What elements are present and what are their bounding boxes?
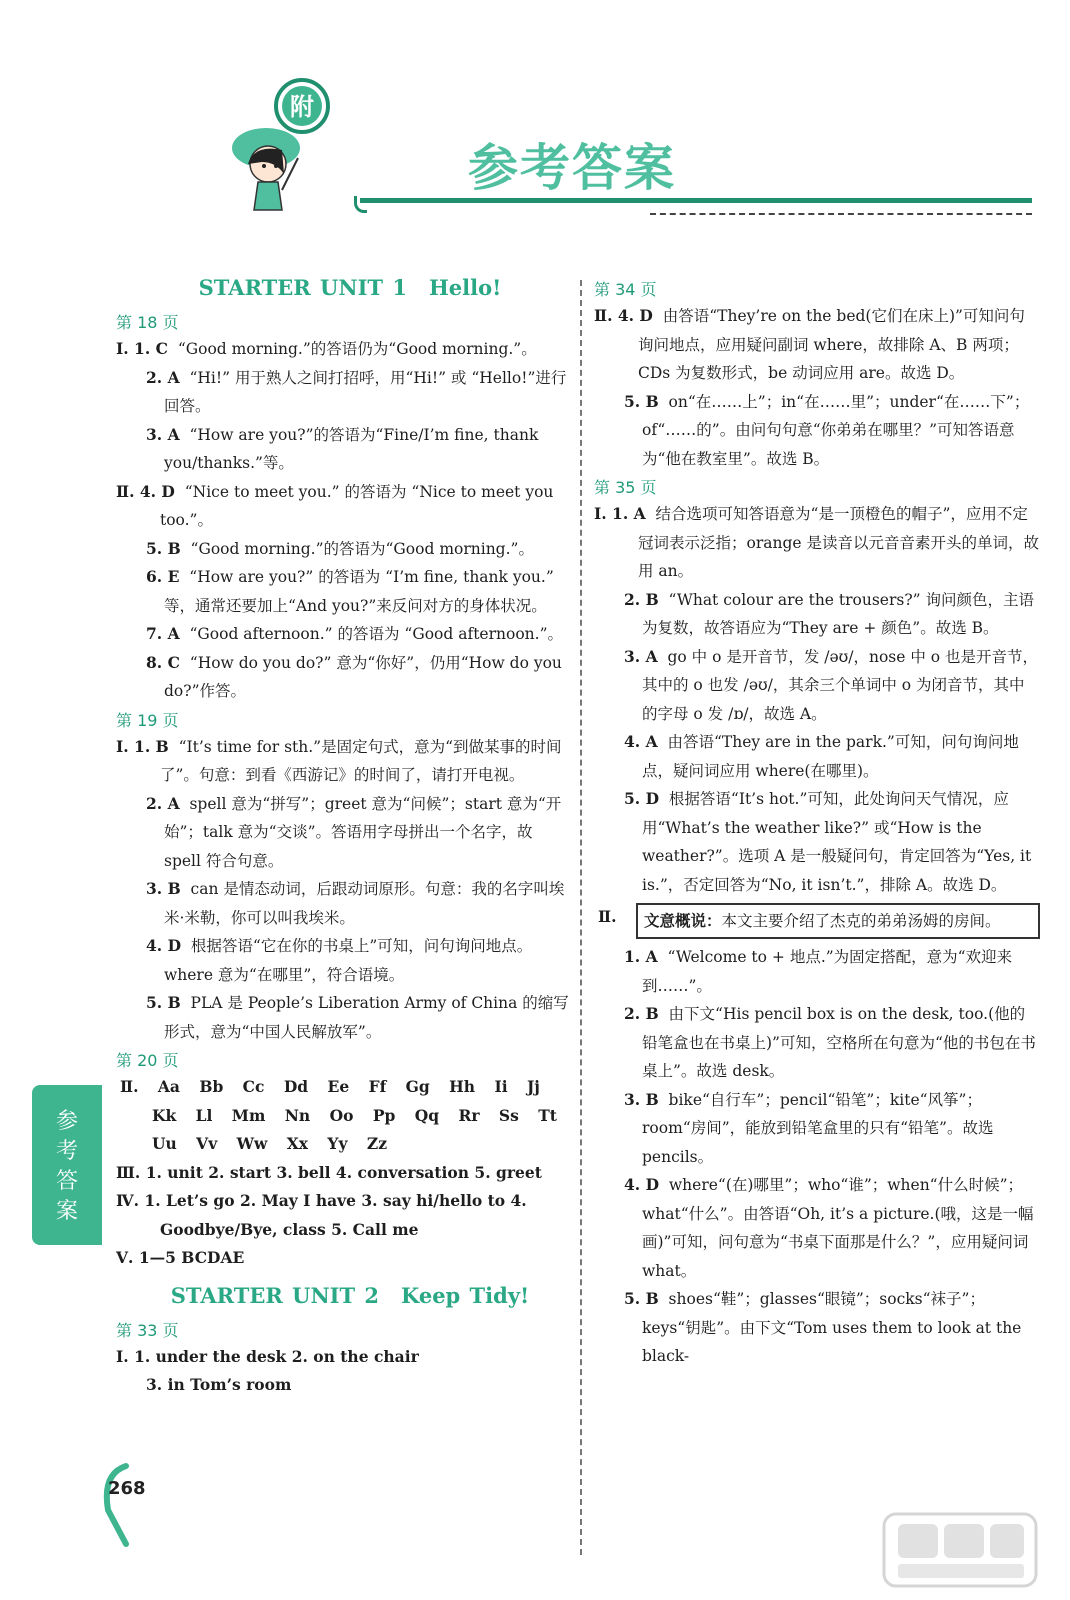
answer-text: spell 意为“拼写”；greet 意为“问候”；start 意为“开始”；talk 意为“交谈”。答语用字母拼出一个名字，故 spell 符合句意。 bbox=[164, 794, 562, 870]
answer-text: 结合选项可知答语意为“是一顶橙色的帽子”，应用不定冠词表示泛指；orange 是读音以元音音素开头的单词，故用 an。 bbox=[638, 505, 1039, 580]
answer-text: 根据答语“It’s hot.”可知，此处询问天气情况，应用“What’s the weather like?” 或“How is the weather?”。选项 A 是一般疑问句，肯定回答为“Yes, it is.”，否定回答为“No, it isn’t.”，排除 A。故选 D。 bbox=[642, 790, 1032, 894]
answer-text: on“在……上”；in“在……里”；under“在……下”；of“……的”。由问句句意“你弟弟在哪里？”可知答语意为“他在教室里”。故选 B。 bbox=[642, 392, 1030, 468]
answer-label: 3. B bbox=[624, 1089, 659, 1109]
answer-text: “Good morning.”的答语仍为“Good morning.”。 bbox=[177, 340, 537, 358]
page-heading: 第 33 页 bbox=[116, 1320, 179, 1340]
answer-label: 4. D bbox=[146, 936, 182, 955]
answer-label: Ⅱ. 4. D bbox=[116, 481, 175, 501]
answer-item bbox=[590, 1285, 1040, 1371]
answer-text: “It’s time for sth.”是固定句式，意为“到做某事的时间了”。句意：到看《西游记》的时间了，请打开电视。 bbox=[160, 737, 562, 784]
answer-text: 3. in Tom’s room bbox=[146, 1375, 292, 1394]
answer-item bbox=[112, 335, 572, 364]
answer-item bbox=[112, 875, 572, 932]
page-heading: 第 34 页 bbox=[594, 280, 657, 299]
answer-item bbox=[112, 1159, 572, 1188]
page-title: 参考答案 bbox=[468, 139, 676, 197]
answer-text: can 是情态动词，后跟动词原形。句意：我的名字叫埃米·米勒，你可以叫我埃米。 bbox=[164, 880, 565, 927]
page-number: 268 bbox=[108, 1478, 146, 1499]
answer-label: 3. B bbox=[146, 879, 181, 898]
answer-item bbox=[112, 790, 572, 876]
answer-label: Ⅰ. 1. B bbox=[116, 736, 169, 756]
answer-text: “What colour are the trousers?” 询问颜色，主语为复数，故答语应为“They are + 颜色”。故选 B。 bbox=[642, 590, 1035, 637]
answer-text: 1. Let’s go 2. May I have 3. say hi/hello to 4. Goodbye/Bye, class 5. Call me bbox=[144, 1191, 527, 1239]
answer-text: 1—5 BCDAE bbox=[138, 1248, 245, 1267]
unit-1-name: STARTER UNIT 1 bbox=[198, 275, 407, 300]
side-tab bbox=[32, 1085, 102, 1245]
answer-text: 由下文“His pencil box is on the desk, too.(他的铅笔盒也在书桌上)”可知，空格所在句意为“他的书包在书桌上”。故选 desk。 bbox=[642, 1005, 1036, 1080]
mascot-girl-icon bbox=[218, 78, 358, 218]
answer-item bbox=[112, 620, 572, 649]
answer-label: 5. B bbox=[624, 391, 659, 411]
summary-text: 本文主要介绍了杰克的弟弟汤姆的房间。 bbox=[721, 912, 1001, 930]
answer-label: Ⅴ. bbox=[116, 1248, 134, 1267]
answer-item bbox=[590, 388, 1040, 474]
answer-label: 2. B bbox=[624, 589, 659, 609]
answer-item bbox=[112, 1371, 572, 1400]
page-heading: 第 19 页 bbox=[116, 710, 179, 730]
answer-label: Ⅲ. bbox=[116, 1162, 141, 1182]
answer-label: 1. A bbox=[624, 947, 658, 966]
answer-text: “Welcome to + 地点.”为固定搭配，意为“欢迎来到……”。 bbox=[642, 948, 1013, 995]
answer-label: 2. A bbox=[146, 367, 180, 387]
page-header bbox=[0, 0, 1070, 250]
answer-text: where“(在)哪里”；who“谁”；when“什么时候”；what“什么”。由答语“Oh, it’s a picture.(哦，这是一幅画)”可知，问句意为“书桌下面那是什么？”，应用疑问词 what。 bbox=[642, 1176, 1034, 1280]
answer-item bbox=[590, 302, 1040, 388]
title-rule bbox=[360, 198, 1032, 203]
answer-item bbox=[112, 364, 572, 421]
answer-text: bike“自行车”；pencil“铅笔”；kite“风筝”；room“房间”，能放到铅笔盒里的只有“铅笔”。故选 pencils。 bbox=[642, 1090, 994, 1166]
answer-label: 2. B bbox=[624, 1004, 659, 1023]
answer-item bbox=[112, 563, 572, 620]
unit-1-title bbox=[112, 275, 572, 300]
answer-label: 4. D bbox=[624, 1175, 660, 1194]
answer-label: 5. B bbox=[624, 1289, 659, 1308]
answer-item bbox=[112, 1244, 572, 1273]
summary-keyword: 文意概说： bbox=[644, 912, 722, 930]
answer-item bbox=[112, 1187, 572, 1244]
answer-text: “Nice to meet you.” 的答语为 “Nice to meet you too.”。 bbox=[160, 482, 554, 529]
answer-item bbox=[590, 1000, 1040, 1086]
answer-item bbox=[590, 643, 1040, 729]
answer-label: Ⅰ. 1. C bbox=[116, 339, 168, 358]
answer-label: 3. A bbox=[146, 424, 180, 444]
answer-item bbox=[112, 1073, 572, 1159]
answer-item bbox=[590, 1171, 1040, 1285]
right-column bbox=[590, 275, 1040, 1371]
answer-item bbox=[112, 1343, 572, 1372]
answer-item bbox=[590, 785, 1040, 899]
answer-label: Ⅰ. 1. A bbox=[594, 504, 646, 523]
answer-text: 由答语“They are in the park.”可知，问句询问地点，疑问词应用 where(在哪里)。 bbox=[642, 733, 1019, 780]
answer-text: “Hi!” 用于熟人之间打招呼，用“Hi!” 或 “Hello!”进行回答。 bbox=[164, 368, 567, 415]
answer-label: 7. A bbox=[146, 624, 180, 643]
page-heading: 第 35 页 bbox=[594, 478, 657, 497]
answer-text: PLA 是 People’s Liberation Army of China 的缩写形式，意为“中国人民解放军”。 bbox=[164, 994, 569, 1041]
summary-box bbox=[636, 903, 1040, 939]
answer-text: 1. under the desk 2. on the chair bbox=[134, 1346, 419, 1366]
unit-1-subtitle: Hello! bbox=[428, 275, 502, 300]
answer-text: 根据答语“它在你的书桌上”可知，问句询问地点。where 意为“在哪里”，符合语境。 bbox=[164, 937, 533, 984]
answer-label: 8. C bbox=[146, 652, 180, 672]
answer-label: Ⅱ. 4. D bbox=[594, 306, 653, 325]
answer-label: 3. A bbox=[624, 646, 658, 666]
answer-item bbox=[112, 649, 572, 706]
answer-text: “How are you?” 的答语为 “I’m fine, thank you.” 等，通常还要加上“And you?”来反问对方的身体状况。 bbox=[164, 568, 554, 615]
side-tab-label: 参考答案 bbox=[55, 1109, 78, 1224]
answer-item bbox=[590, 728, 1040, 785]
unit-2-title bbox=[112, 1283, 572, 1308]
answer-text: “Good morning.”的答语为“Good morning.”。 bbox=[190, 539, 534, 558]
watermark-logo-icon bbox=[880, 1510, 1040, 1590]
summary-label: Ⅱ. bbox=[598, 907, 617, 926]
answer-item bbox=[112, 535, 572, 564]
answer-label: 6. E bbox=[146, 567, 180, 586]
title-dashed-rule bbox=[650, 213, 1032, 215]
answer-item bbox=[590, 586, 1040, 643]
answer-label: 2. A bbox=[146, 793, 180, 813]
page-heading: 第 20 页 bbox=[116, 1051, 179, 1070]
answer-label: 4. A bbox=[624, 732, 658, 751]
answer-text: shoes“鞋”；glasses“眼镜”；socks“袜子”；keys“钥匙”。由下文“Tom uses them to look at the black- bbox=[642, 1290, 1022, 1365]
answer-item bbox=[590, 500, 1040, 586]
answer-label: Ⅰ. bbox=[116, 1346, 129, 1366]
answer-text: “Good afternoon.” 的答语为 “Good afternoon.”。 bbox=[189, 625, 563, 643]
header-badge: 附 bbox=[290, 93, 314, 121]
answer-text: “How are you?”的答语为“Fine/I’m fine, thank you/thanks.”等。 bbox=[164, 425, 539, 472]
answer-item bbox=[590, 1086, 1040, 1172]
answer-label: 5. B bbox=[146, 538, 181, 558]
answer-text: 1. unit 2. start 3. bell 4. conversation 5. greet bbox=[145, 1162, 542, 1182]
answer-label: 5. D bbox=[624, 789, 660, 808]
answer-text: Aa Bb Cc Dd Ee Ff Gg Hh Ii Jj Kk Ll Mm Nn Oo Pp Qq Rr Ss Tt Uu Vv Ww Xx Yy Zz bbox=[152, 1077, 557, 1153]
answer-item bbox=[112, 733, 572, 790]
page-heading: 第 18 页 bbox=[116, 313, 179, 332]
answer-item bbox=[112, 989, 572, 1046]
answer-text: go 中 o 是开音节，发 /əʊ/，nose 中 o 也是开音节，其中的 o 也发 /əʊ/，其余三个单词中 o 为闭音节，其中的字母 o 发 /ɒ/，故选 A。 bbox=[642, 647, 1039, 723]
answer-item bbox=[112, 932, 572, 989]
unit-2-subtitle: Keep Tidy! bbox=[401, 1282, 530, 1308]
unit-2-name: STARTER UNIT 2 bbox=[170, 1282, 380, 1308]
answer-text: “How do you do?” 意为“你好”，仍用“How do you do?”作答。 bbox=[164, 653, 562, 700]
column-divider bbox=[580, 280, 582, 1555]
answer-item bbox=[590, 943, 1040, 1000]
answer-text: 由答语“They’re on the bed(它们在床上)”可知问句询问地点，应用疑问副词 where，故排除 A、B 两项；CDs 为复数形式，be 动词应用 are。故选 D。 bbox=[638, 307, 1025, 382]
answer-label: 5. B bbox=[146, 993, 181, 1012]
answer-item bbox=[112, 421, 572, 478]
summary-block bbox=[590, 903, 1040, 939]
left-column bbox=[112, 275, 572, 1400]
answer-item bbox=[112, 478, 572, 535]
answer-label: Ⅳ. bbox=[116, 1191, 139, 1210]
page-number-bracket-icon bbox=[96, 1460, 156, 1550]
answer-label: Ⅱ. bbox=[120, 1077, 139, 1096]
